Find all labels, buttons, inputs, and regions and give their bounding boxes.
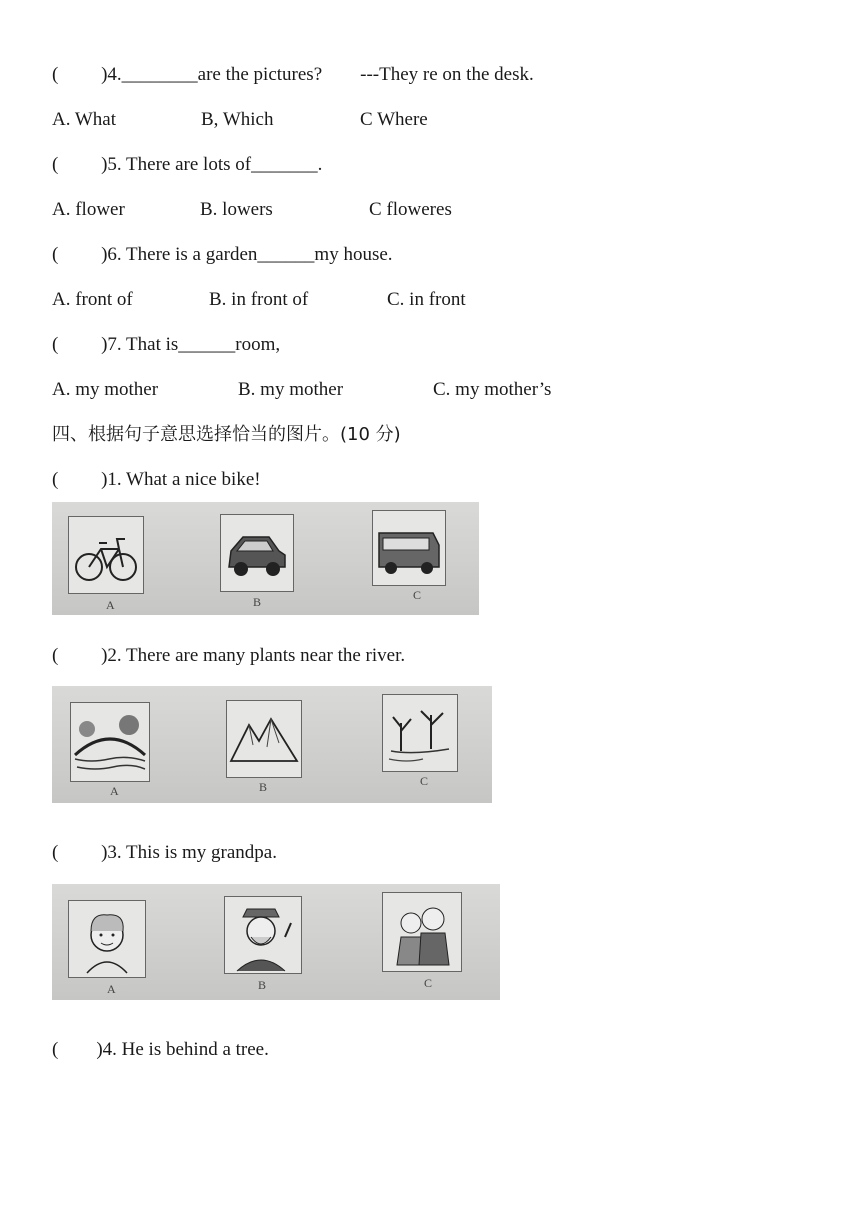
question-7-stem: ( )7. That is______room,	[52, 334, 281, 355]
q4-option-c: C Where	[360, 109, 428, 130]
grandma-picture	[68, 900, 146, 978]
van-picture	[372, 510, 446, 586]
option-letter-c: C	[424, 976, 433, 990]
option-letter-c: C	[420, 774, 429, 788]
picture-question-4-stem: ( )4. He is behind a tree.	[52, 1039, 269, 1060]
question-5-stem: ( )5. There are lots of_______.	[52, 154, 323, 175]
mountain-icon	[227, 701, 301, 777]
question-6-stem: ( )6. There is a garden______my house.	[52, 244, 393, 265]
q7-option-b: B. my mother	[238, 379, 344, 400]
picture-question-3-stem: ( )3. This is my grandpa.	[52, 842, 277, 863]
q6-option-b: B. in front of	[209, 289, 309, 310]
question-4-stem: ( )4.________are the pictures? ---They re on the desk.	[52, 64, 534, 85]
bike-icon	[69, 517, 143, 593]
car-icon	[221, 515, 293, 591]
couple-icon	[383, 893, 461, 971]
grandma-icon	[69, 901, 145, 977]
bike-picture	[68, 516, 144, 594]
mountains-picture	[226, 700, 302, 778]
q5-option-c: C floweres	[369, 199, 452, 220]
q5-option-a: A. flower	[52, 199, 125, 220]
river-bridge-picture	[70, 702, 150, 782]
option-letter-a: A	[106, 598, 115, 612]
q7-option-a: A. my mother	[52, 379, 159, 400]
option-letter-a: A	[107, 982, 116, 996]
picture-question-2-stem: ( )2. There are many plants near the river.	[52, 645, 406, 666]
option-letter-c: C	[413, 588, 422, 602]
q6-option-c: C. in front	[387, 289, 466, 310]
option-letter-b: B	[259, 780, 268, 794]
picture-strip-2	[52, 686, 492, 803]
q7-option-c: C. my mother’s	[433, 379, 552, 400]
option-letter-b: B	[258, 978, 267, 992]
picture-strip-1	[52, 502, 479, 615]
picture-question-1-stem: ( )1. What a nice bike!	[52, 469, 261, 490]
old-couple-picture	[382, 892, 462, 972]
option-letter-b: B	[253, 595, 262, 609]
q4-option-a: A. What	[52, 109, 117, 130]
picture-strip-3	[52, 884, 500, 1000]
grandpa-icon	[225, 897, 301, 973]
bridge-icon	[71, 703, 149, 781]
q5-option-b: B. lowers	[200, 199, 273, 220]
car-picture	[220, 514, 294, 592]
plant-icon	[383, 695, 457, 771]
grandpa-picture	[224, 896, 302, 974]
section-4-heading: 四、根据句子意思选择恰当的图片。(10 分)	[52, 424, 401, 445]
van-icon	[373, 511, 445, 585]
plants-river-picture	[382, 694, 458, 772]
q6-option-a: A. front of	[52, 289, 133, 310]
q4-option-b: B, Which	[201, 109, 274, 130]
option-letter-a: A	[110, 784, 119, 798]
